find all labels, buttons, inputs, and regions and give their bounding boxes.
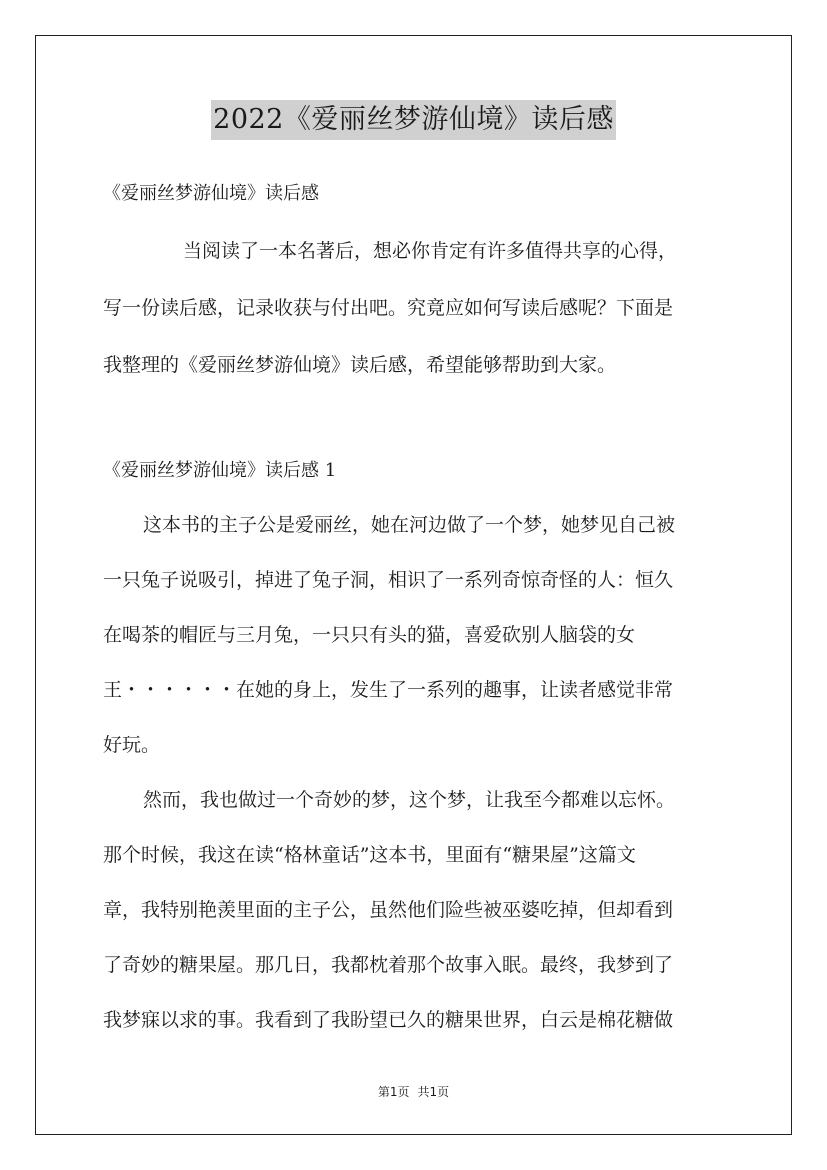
subtitle: 《爱丽丝梦游仙境》读后感 <box>103 183 319 204</box>
section-heading: 《爱丽丝梦游仙境》读后感 1 <box>103 460 337 481</box>
paragraph-line: 那个时候，我这在读“格林童话”这本书，里面有“糖果屋”这篇文 <box>103 844 636 866</box>
page-number: 第1页 <box>377 1085 410 1099</box>
paragraph-line: 然而，我也做过一个奇妙的梦，这个梦，让我至今都难以忘怀。 <box>143 789 676 811</box>
paragraph-line: 王・・・・・・在她的身上，发生了一系列的趣事，让读者感觉非常 <box>103 679 674 701</box>
paragraph-line: 在喝茶的帽匠与三月兔，一只只有头的猫，喜爱砍别人脑袋的女 <box>103 624 636 646</box>
document-title: 2022《爱丽丝梦游仙境》读后感 <box>211 100 616 140</box>
paragraph-line: 这本书的主子公是爱丽丝，她在河边做了一个梦，她梦见自己被 <box>143 514 676 536</box>
paragraph-line: 一只兔子说吸引，掉进了兔子洞，相识了一系列奇惊奇怪的人：恒久 <box>103 569 674 591</box>
intro-line: 当阅读了一本名著后，想必你肯定有许多值得共享的心得， <box>183 240 678 262</box>
paragraph-line: 好玩。 <box>103 734 161 756</box>
page-footer <box>0 1083 827 1100</box>
intro-line: 写一份读后感，记录收获与付出吧。究竟应如何写读后感呢？下面是 <box>103 297 674 319</box>
page-total: 共1页 <box>417 1085 450 1099</box>
paragraph-line: 章，我特别艳羡里面的主子公，虽然他们险些被巫婆吃掉，但却看到 <box>103 899 674 921</box>
title-container <box>0 100 827 140</box>
intro-line: 我整理的《爱丽丝梦游仙境》读后感，希望能够帮助到大家。 <box>103 354 617 376</box>
paragraph-line: 了奇妙的糖果屋。那几日，我都枕着那个故事入眠。最终，我梦到了 <box>103 954 674 976</box>
paragraph-line: 我梦寐以求的事。我看到了我盼望已久的糖果世界，白云是棉花糖做 <box>103 1009 674 1031</box>
